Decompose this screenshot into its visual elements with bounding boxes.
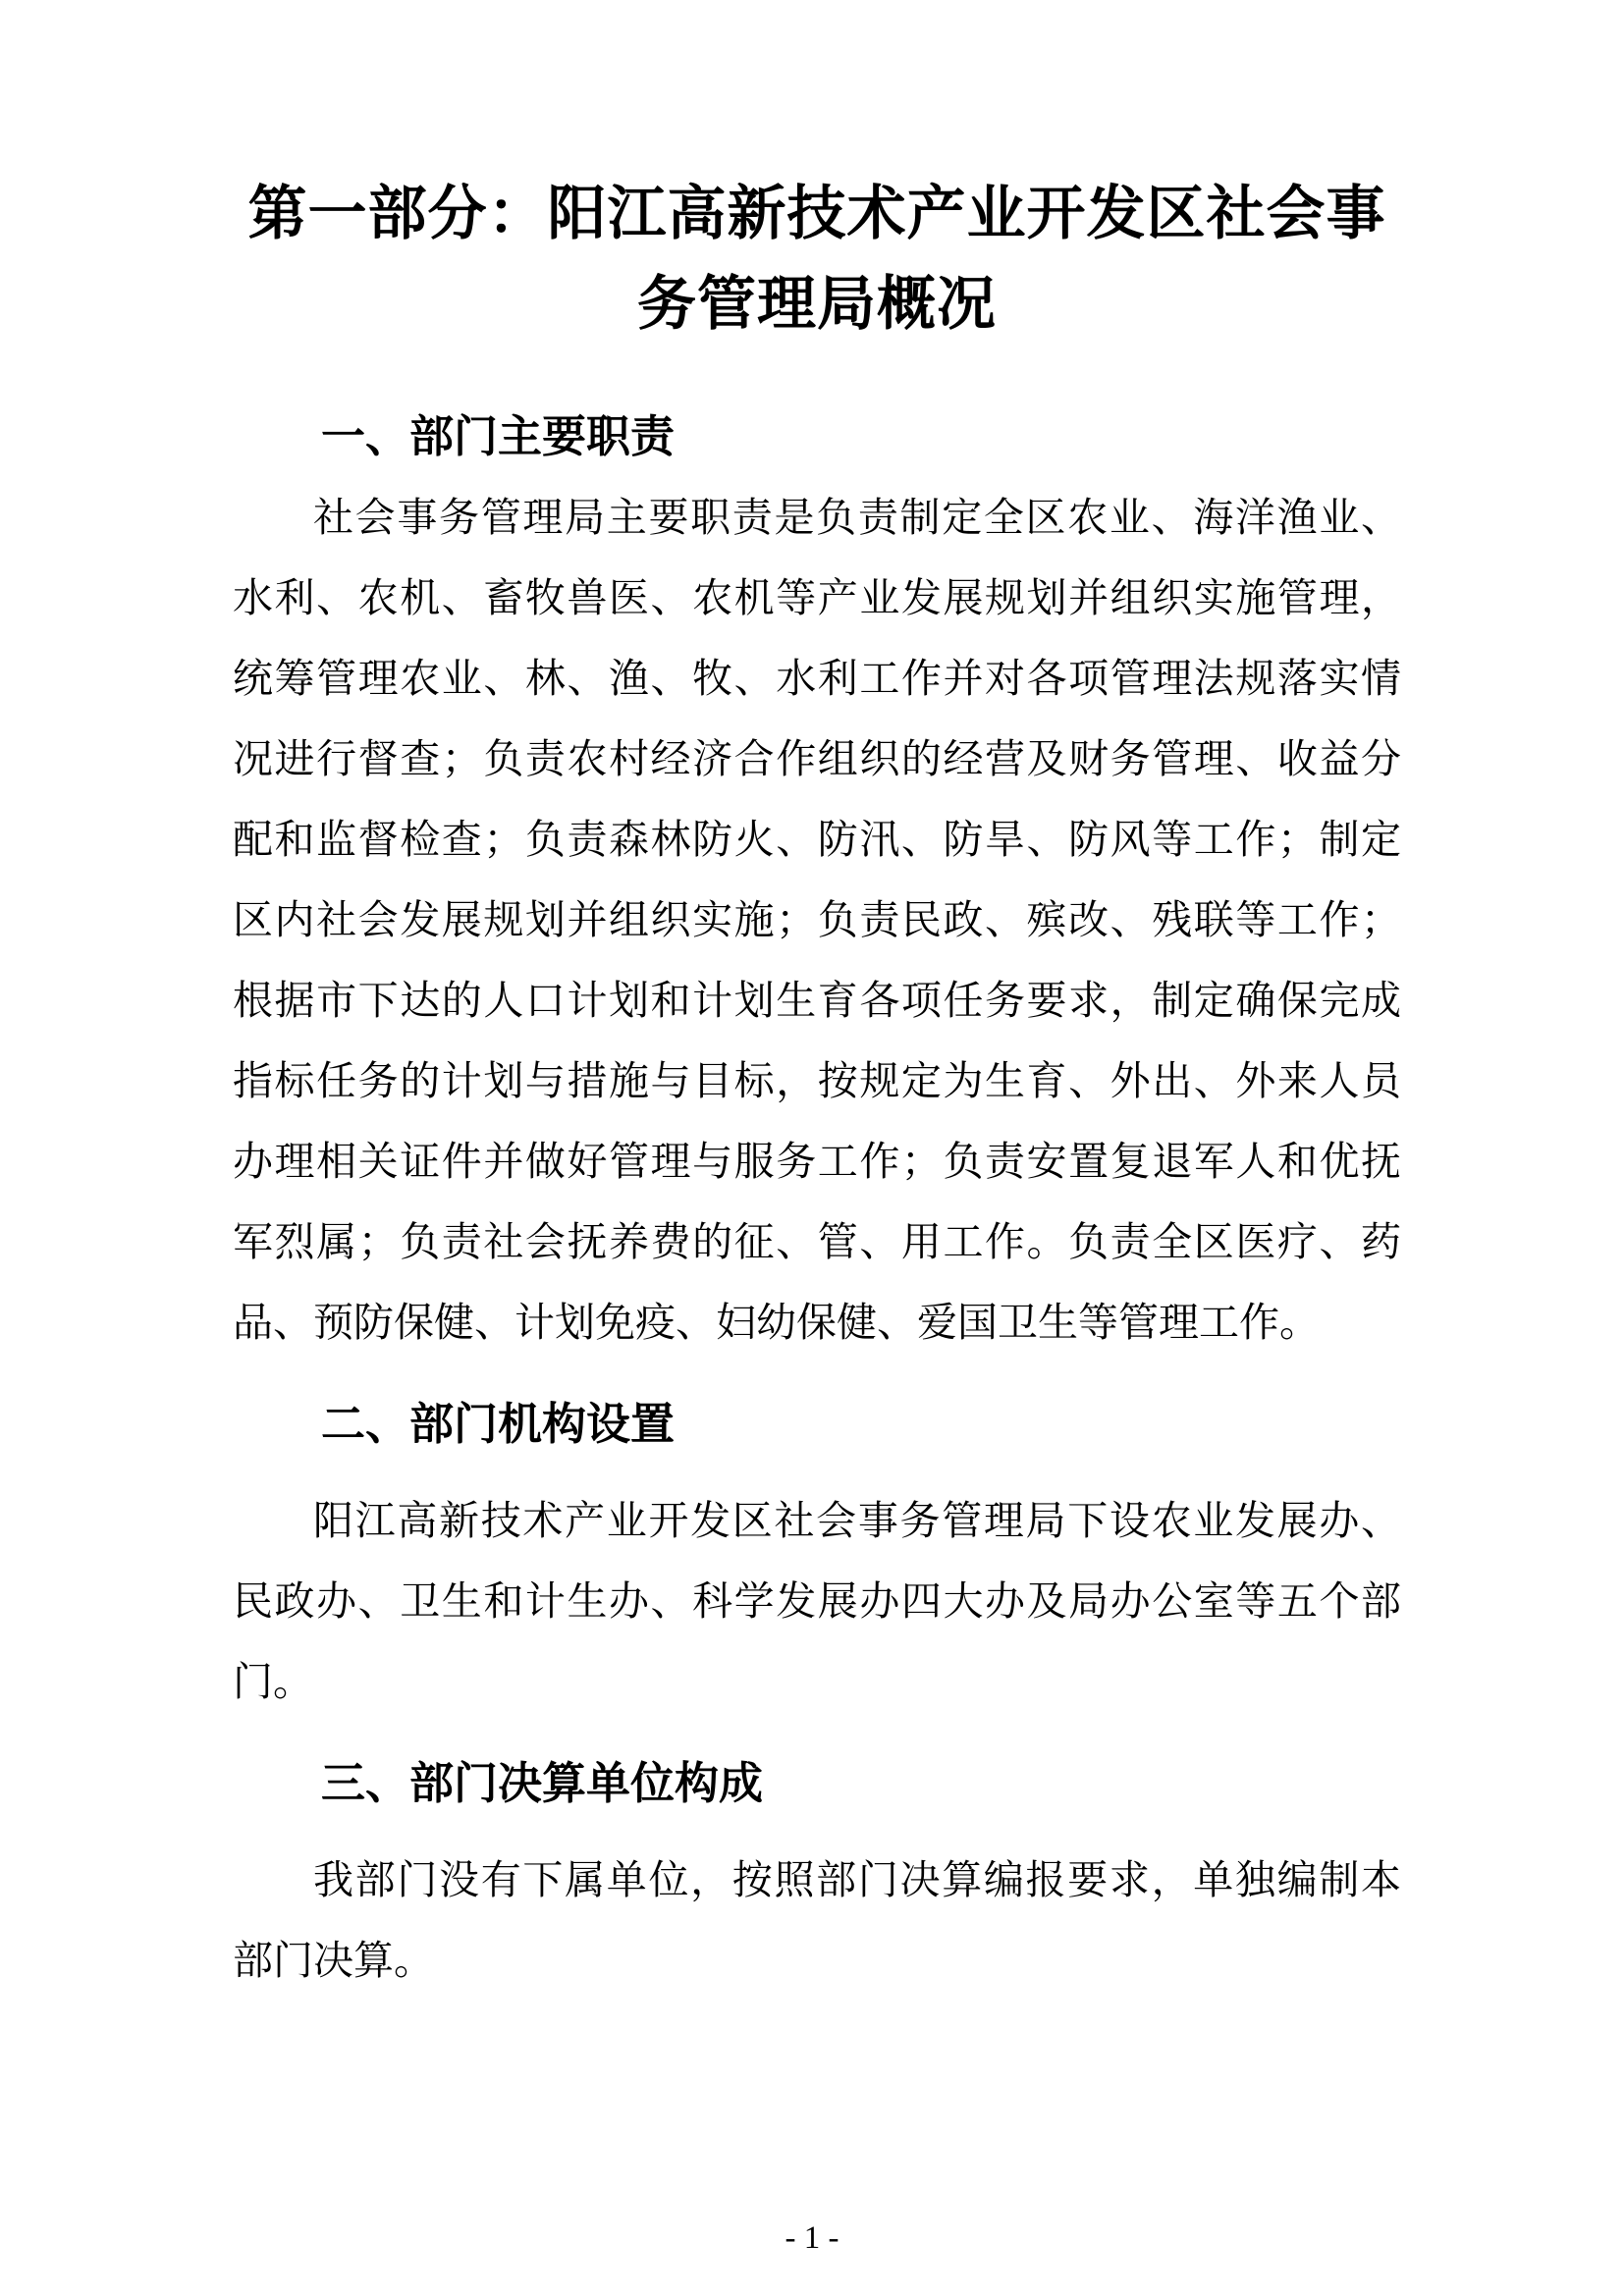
section-heading-3: 三、部门决算单位构成 [321, 1758, 764, 1808]
text-line: 民政办、卫生和计生办、科学发展办四大办及局办公室等五个部 [233, 1578, 1401, 1624]
text-line: 部门决算。 [233, 1938, 434, 1983]
document-title-line-1: 第一部分：阳江高新技术产业开发区社会事 [247, 181, 1386, 246]
text-line: 门。 [233, 1659, 313, 1704]
text-line: 水利、农机、畜牧兽医、农机等产业发展规划并组织实施管理， [233, 575, 1401, 620]
text-line: 军烈属；负责社会抚养费的征、管、用工作。负责全区医疗、药 [233, 1219, 1401, 1264]
text-line: 品、预防保健、计划免疫、妇幼保健、爱国卫生等管理工作。 [233, 1300, 1320, 1345]
page-number: - 1 - [785, 2220, 839, 2256]
document-title [233, 169, 1401, 349]
text-line: 社会事务管理局主要职责是负责制定全区农业、海洋渔业、 [313, 495, 1401, 540]
text-line: 区内社会发展规划并组织实施；负责民政、殡改、残联等工作； [233, 897, 1401, 942]
paragraph-3 [233, 1840, 1401, 2001]
text-line: 况进行督查；负责农村经济合作组织的经营及财务管理、收益分 [233, 736, 1401, 781]
text-line: 配和监督检查；负责森林防火、防汛、防旱、防风等工作；制定 [233, 817, 1401, 862]
text-line: 办理相关证件并做好管理与服务工作；负责安置复退军人和优抚 [233, 1139, 1401, 1184]
text-line: 阳江高新技术产业开发区社会事务管理局下设农业发展办、 [313, 1498, 1401, 1543]
document-title-line-2: 务管理局概况 [637, 271, 997, 337]
text-line: 我部门没有下属单位，按照部门决算编报要求，单独编制本 [313, 1857, 1401, 1902]
paragraph-1 [233, 477, 1401, 1362]
section-heading-2: 二、部门机构设置 [321, 1399, 676, 1449]
document-content [233, 0, 1401, 2001]
paragraph-2 [233, 1480, 1401, 1722]
text-line: 指标任务的计划与措施与目标，按规定为生育、外出、外来人员 [233, 1058, 1401, 1103]
text-line: 统筹管理农业、林、渔、牧、水利工作并对各项管理法规落实情 [233, 656, 1401, 701]
section-heading-1: 一、部门主要职责 [321, 411, 676, 461]
text-line: 根据市下达的人口计划和计划生育各项任务要求，制定确保完成 [233, 978, 1401, 1023]
